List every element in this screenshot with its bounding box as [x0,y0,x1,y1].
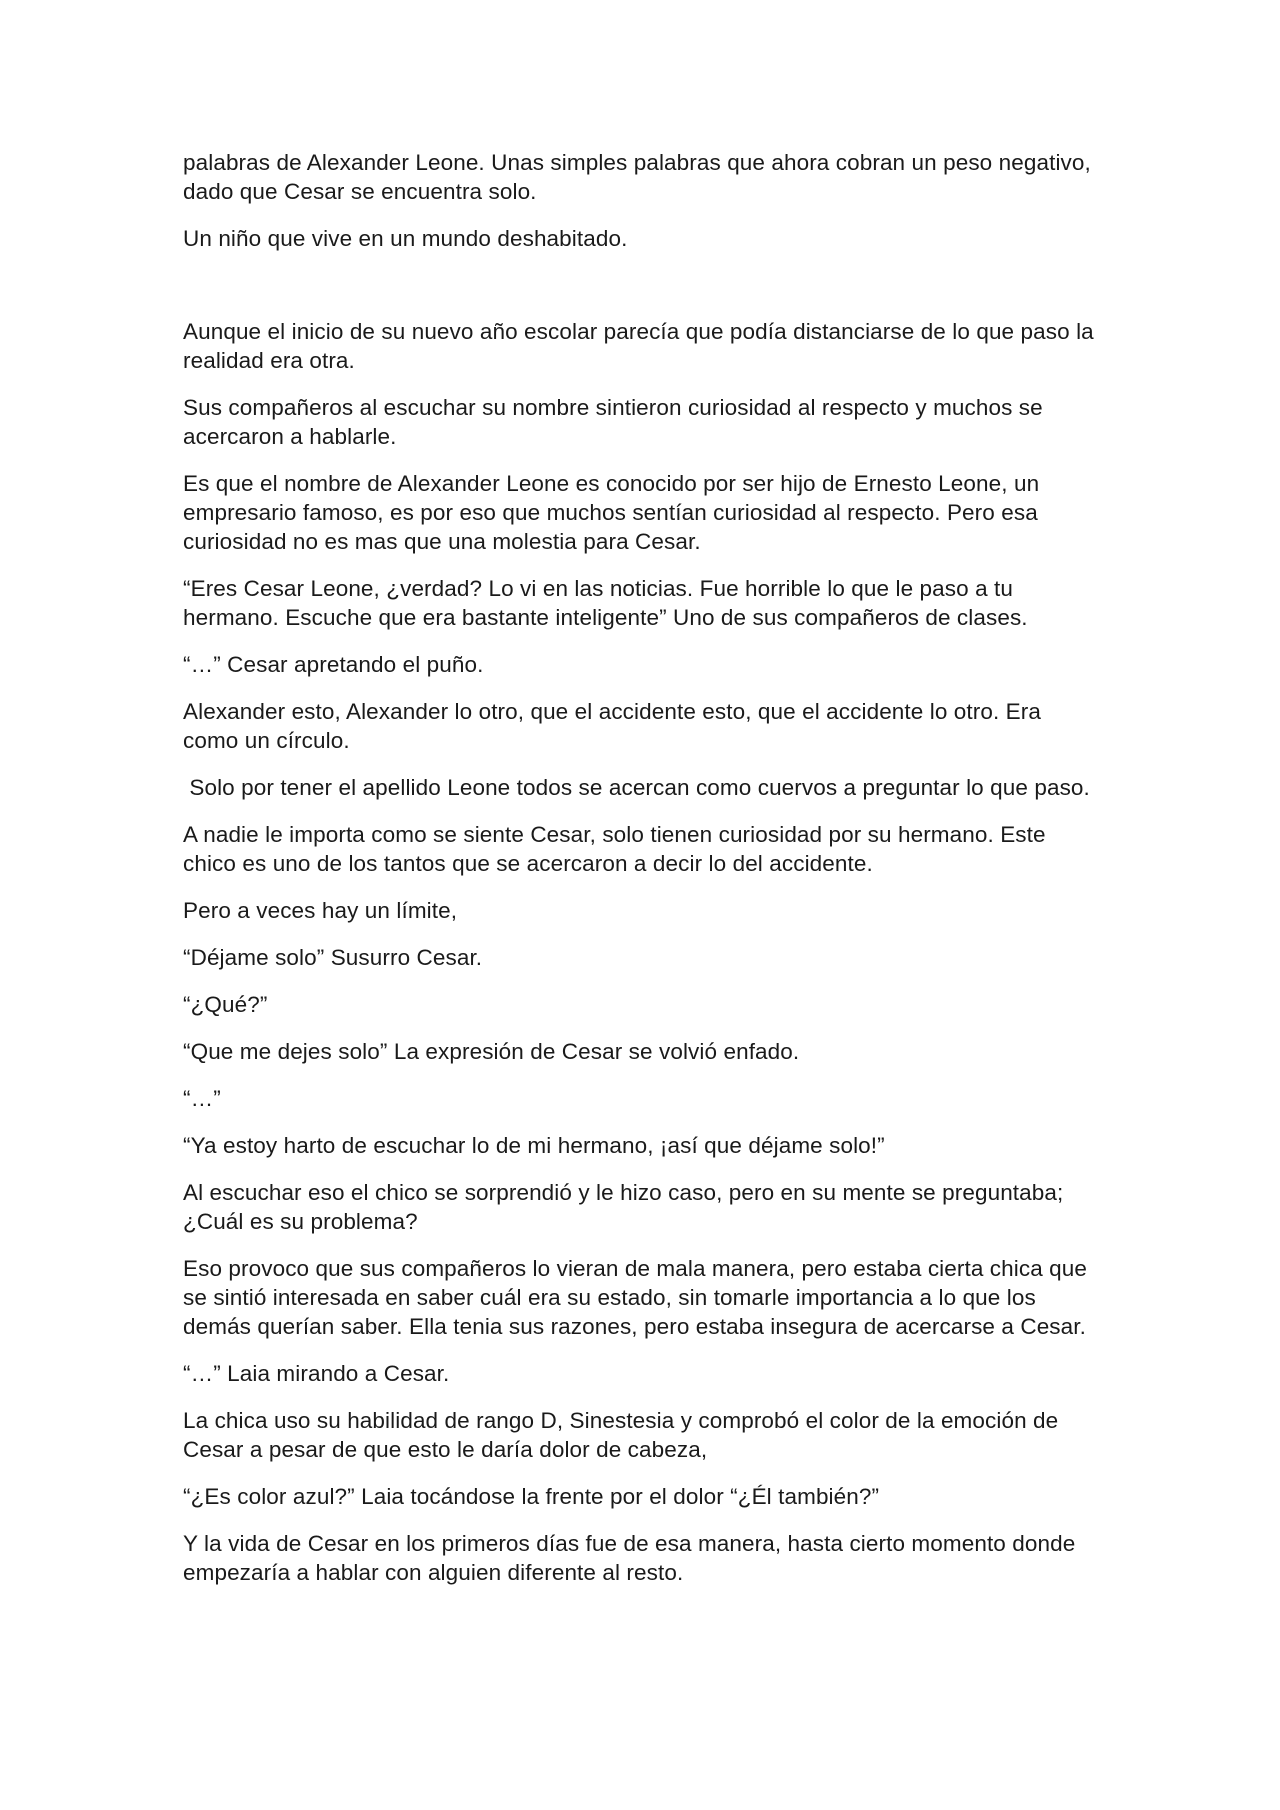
dialogue-paragraph: “Déjame solo” Susurro Cesar. [183,945,483,970]
dialogue-paragraph: “Eres Cesar Leone, ¿verdad? Lo vi en las noticias. Fue horrible lo que le paso a tu hermano. Escuche que era bastante inteligente” Uno de sus compañeros de clases. [183,576,1028,630]
paragraph: Es que el nombre de Alexander Leone es conocido por ser hijo de Ernesto Leone, un empresario famoso, es por eso que muchos sentían curiosidad al respecto. Pero esa curiosidad no es mas que una molestia para Cesar. [183,471,1046,554]
paragraph: Sus compañeros al escuchar su nombre sintieron curiosidad al respecto y muchos se acercaron a hablarle. [183,395,1050,449]
paragraph: Solo por tener el apellido Leone todos se acercan como cuervos a preguntar lo que paso. [183,775,1090,800]
paragraph: Al escuchar eso el chico se sorprendió y le hizo caso, pero en su mente se preguntaba; ¿Cuál es su problema? [183,1180,1070,1234]
paragraph: Un niño que vive en un mundo deshabitado. [183,226,628,251]
dialogue-paragraph: “…” Laia mirando a Cesar. [183,1361,450,1386]
dialogue-paragraph: “…” [183,1086,221,1111]
dialogue-paragraph: “Que me dejes solo” La expresión de Cesar se volvió enfado. [183,1039,800,1064]
paragraph: Aunque el inicio de su nuevo año escolar parecía que podía distanciarse de lo que paso la realidad era otra. [183,319,1101,373]
section-break [183,271,1098,317]
paragraph: Pero a veces hay un límite, [183,898,458,923]
dialogue-paragraph: “Ya estoy harto de escuchar lo de mi hermano, ¡así que déjame solo!” [183,1133,885,1158]
dialogue-paragraph: “¿Es color azul?” Laia tocándose la frente por el dolor “¿Él también?” [183,1484,880,1509]
dialogue-paragraph: “¿Qué?” [183,992,268,1017]
paragraph: A nadie le importa como se siente Cesar, solo tienen curiosidad por su hermano. Este chico es uno de los tantos que se acercaron a decir lo del accidente. [183,822,1052,876]
paragraph: Alexander esto, Alexander lo otro, que el accidente esto, que el accidente lo otro. Era como un círculo. [183,699,1048,753]
paragraph: palabras de Alexander Leone. Unas simples palabras que ahora cobran un peso negativo, dado que Cesar se encuentra solo. [183,150,1098,204]
paragraph: Y la vida de Cesar en los primeros días fue de esa manera, hasta cierto momento donde empezaría a hablar con alguien diferente al resto. [183,1531,1082,1585]
document-body [183,148,1101,1605]
paragraph: La chica uso su habilidad de rango D, Sinestesia y comprobó el color de la emoción de Cesar a pesar de que esto le daría dolor de cabeza, [183,1408,1065,1462]
paragraph: Eso provoco que sus compañeros lo vieran de mala manera, pero estaba cierta chica que se sintió interesada en saber cuál era su estado, sin tomarle importancia a lo que los demás querían saber. Ella tenia sus razones, pero estaba insegura de acercarse a Cesar. [183,1256,1094,1339]
dialogue-paragraph: “…” Cesar apretando el puño. [183,652,484,677]
